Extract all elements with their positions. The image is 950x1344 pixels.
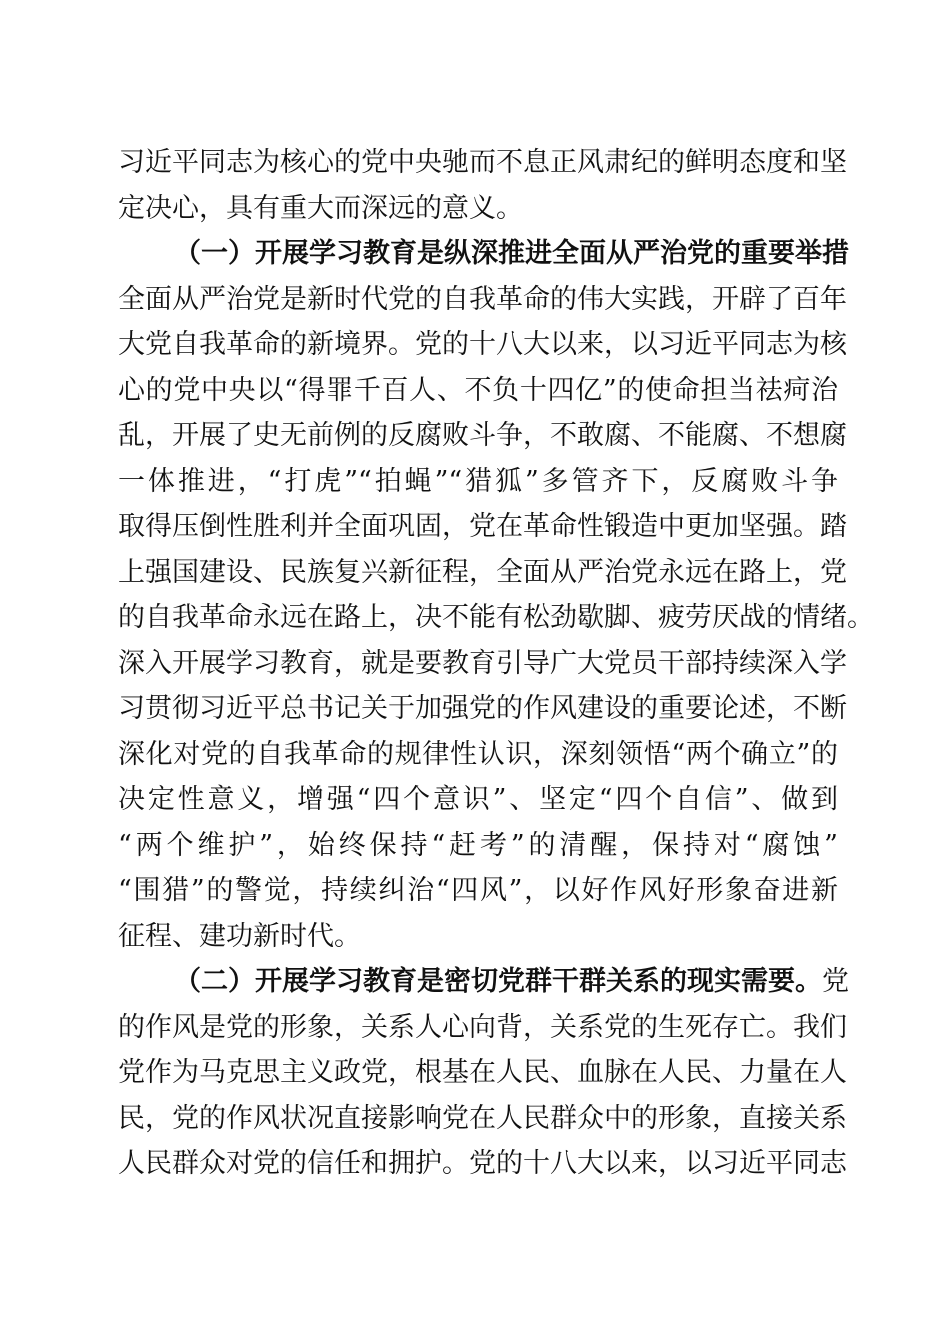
body-line: 习近平同志为核心的党中央驰而不息正风肃纪的鲜明态度和坚 — [118, 147, 847, 178]
body-line: 大党自我革命的新境界。党的十八大以来，以习近平同志为核 — [118, 329, 847, 360]
document-body — [118, 140, 874, 1187]
body-line: 民，党的作风状况直接影响党在人民群众中的形象，直接关系 — [118, 1102, 847, 1134]
section-heading-2: （二）开展学习教育是密切党群干群关系的现实需要。 — [174, 966, 822, 997]
body-line: 征程、建功新时代。 — [118, 920, 361, 952]
body-line: 的自我革命永远在路上，决不能有松劲歇脚、疲劳厌战的情绪。 — [118, 602, 874, 633]
section-heading-1: （一）开展学习教育是纵深推进全面从严治党的重要举措 — [174, 238, 849, 269]
body-line: 全面从严治党是新时代党的自我革命的伟大实践，开辟了百年 — [118, 283, 847, 315]
body-line: “两个维护”，始终保持“赶考”的清醒，保持对“腐蚀” — [118, 829, 838, 861]
body-line: 心的党中央以“得罪千百人、不负十四亿”的使命担当祛疴治 — [118, 374, 838, 406]
body-line: 的作风是党的形象，关系人心向背，关系党的生死存亡。我们 — [118, 1011, 847, 1043]
body-line: 一体推进，“打虎”“拍蝇”“猎狐”多管齐下，反腐败斗争 — [118, 465, 838, 497]
body-line: 上强国建设、民族复兴新征程，全面从严治党永远在路上，党 — [118, 556, 847, 588]
body-line: 深化对党的自我革命的规律性认识，深刻领悟“两个确立”的 — [118, 738, 838, 770]
body-line: 深入开展学习教育，就是要教育引导广大党员干部持续深入学 — [118, 647, 847, 679]
body-line: 取得压倒性胜利并全面巩固，党在革命性锻造中更加坚强。踏 — [118, 511, 847, 542]
body-line: “围猎”的警觉，持续纠治“四风”，以好作风好形象奋进新 — [118, 875, 838, 906]
body-line: 人民群众对党的信任和拥护。党的十八大以来，以习近平同志 — [118, 1148, 847, 1179]
body-line: 习贯彻习近平总书记关于加强党的作风建设的重要论述，不断 — [118, 693, 847, 724]
body-line: 党作为马克思主义政党，根基在人民、血脉在人民、力量在人 — [118, 1057, 847, 1088]
body-line: 乱，开展了史无前例的反腐败斗争，不敢腐、不能腐、不想腐 — [118, 420, 847, 451]
section-heading-2-line — [118, 959, 849, 1005]
body-text-inline: 党 — [822, 966, 849, 997]
body-line: 决定性意义，增强“四个意识”、坚定“四个自信”、做到 — [118, 784, 838, 815]
body-line: 定决心，具有重大而深远的意义。 — [118, 192, 523, 224]
